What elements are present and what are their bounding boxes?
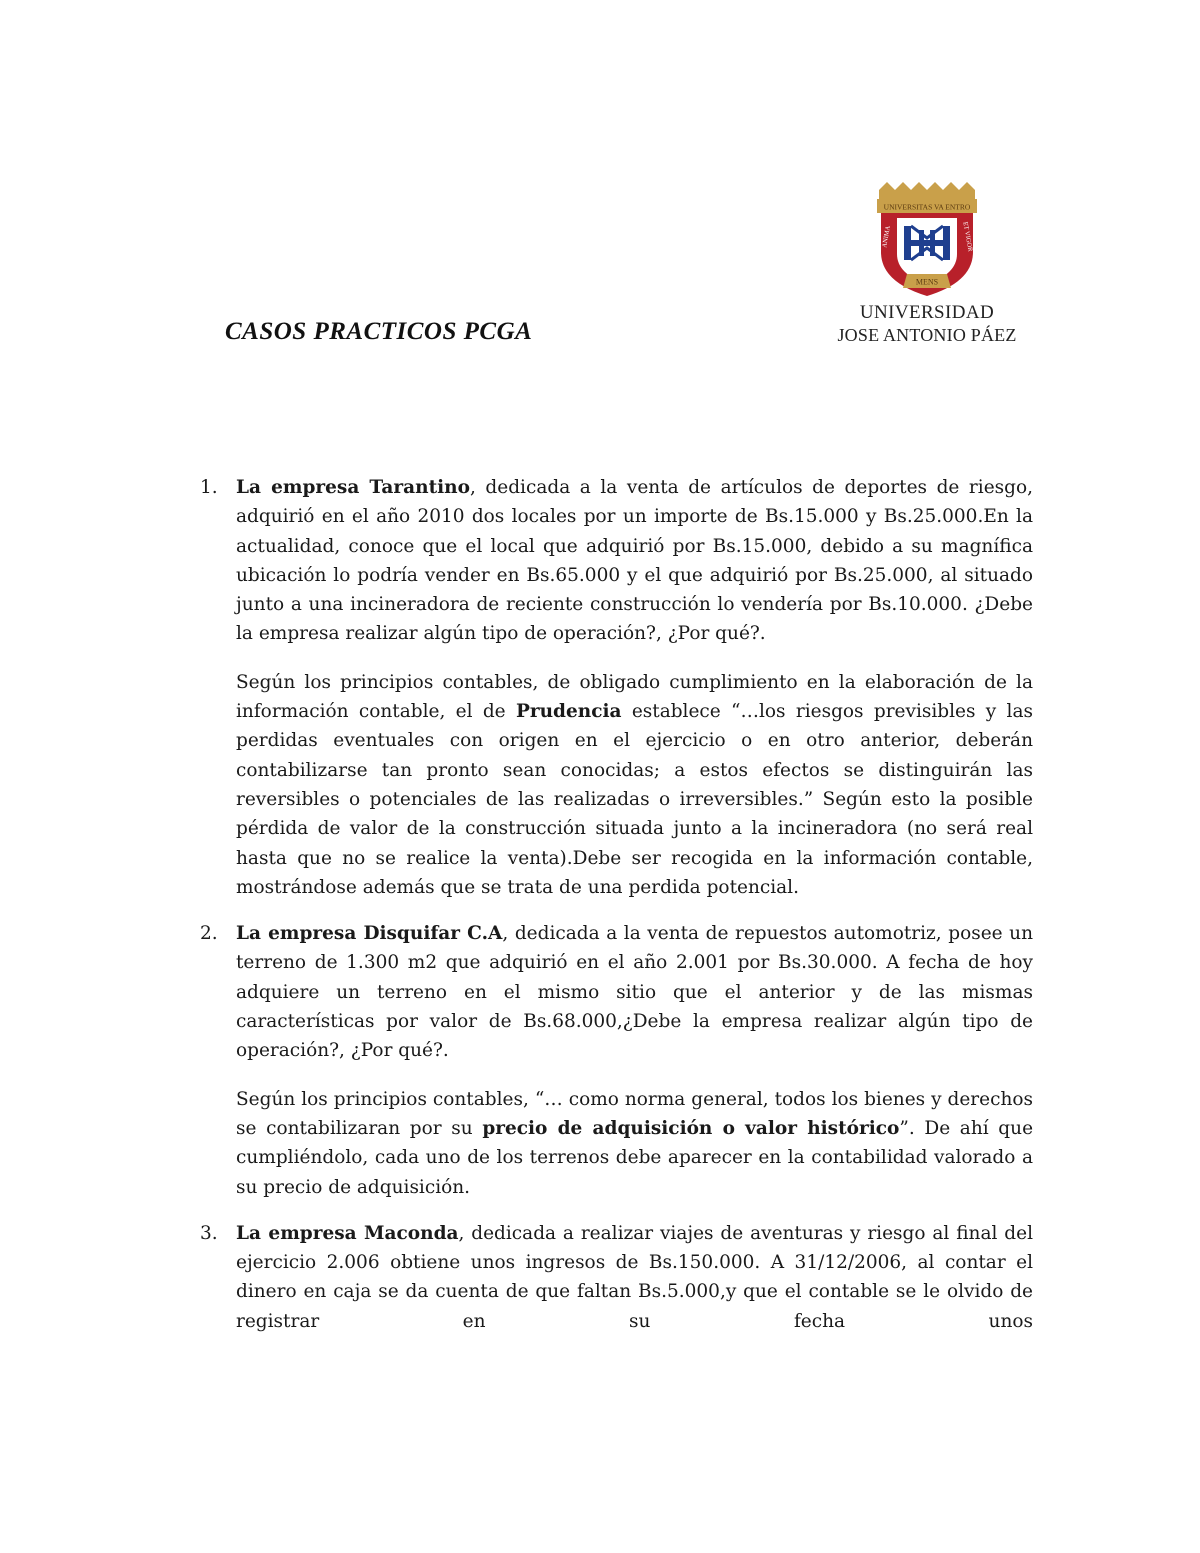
university-crest-icon bbox=[877, 182, 977, 300]
university-logo bbox=[822, 182, 1032, 352]
principle-name: precio de adquisición o valor histórico bbox=[482, 1117, 900, 1139]
svg-text:UNIVERSITAS VA ENTRO: UNIVERSITAS VA ENTRO bbox=[883, 202, 971, 212]
case-question bbox=[236, 473, 1033, 649]
case-item bbox=[0, 919, 1200, 1202]
principle-name: Prudencia bbox=[515, 701, 622, 723]
university-name-line1: UNIVERSIDAD bbox=[859, 302, 995, 323]
case-answer: Según los principios contables, de obligado cumplimiento en la elaboración de la información contable, el de Prudencia establece “…los riesgos previsibles y las perdidas eventuales con origen en el ejercicio o en otro anterior, deberán contabilizarse tan pronto sean conocidas; a estos efectos se distinguirán las reversibles o potenciales de las realizadas o irreversibles.” Según esto la posible pérdida de valor de la construcción situada junto a la incineradora (no será real hasta que no se realice la venta).Debe ser recogida en la información contable, mostrándose además que se trata de una perdida potencial. bbox=[236, 671, 1033, 898]
case-number: 2. bbox=[200, 923, 218, 945]
cases-list bbox=[0, 473, 1200, 1353]
svg-text:ET VIGOR: ET VIGOR bbox=[961, 221, 974, 253]
svg-text:MENS: MENS bbox=[915, 277, 939, 287]
case-question-text: , dedicada a la venta de repuestos automotriz, posee un terreno de 1.300 m2 que adquirió en el año 2.001 por Bs.30.000. A fecha de hoy adquiere un terreno en el mismo sitio que el anterior y de las mismas características por valor de Bs.68.000,¿Debe la empresa realizar algún tipo de operación?, ¿Por qué?. bbox=[236, 923, 1033, 1062]
university-name-line2: JOSE ANTONIO PÁEZ bbox=[837, 325, 1017, 345]
svg-text:ANIMA: ANIMA bbox=[881, 225, 892, 249]
case-question bbox=[236, 1219, 1033, 1336]
case-question-text: , dedicada a realizar viajes de aventuras y riesgo al final del ejercicio 2.006 obtiene unos ingresos de Bs.150.000. A 31/12/2006, al contar el dinero en caja se da cuenta de que faltan Bs.5.000,y que el contable se le olvido de registrar en su fecha unos bbox=[236, 1222, 1033, 1332]
case-item bbox=[0, 473, 1200, 902]
case-number: 1. bbox=[200, 477, 218, 498]
company-name: La empresa Disquifar C.A bbox=[236, 923, 503, 945]
case-question-text: , dedicada a la venta de artículos de deportes de riesgo, adquirió en el año 2010 dos locales por un importe de Bs.15.000 y Bs.25.000.En la actualidad, conoce que el local que adquirió por Bs.15.000, debido a su magnífica ubicación lo podría vender en Bs.65.000 y el que adquirió por Bs.25.000, al situado junto a una incineradora de reciente construcción lo vendería por Bs.10.000. ¿Debe la empresa realizar algún tipo de operación?, ¿Por qué?. bbox=[236, 477, 1033, 645]
company-name: La empresa Maconda bbox=[236, 1222, 459, 1244]
case-number: 3. bbox=[200, 1222, 218, 1244]
case-answer: Según los principios contables, “… como norma general, todos los bienes y derechos se contabilizaran por su precio de adquisición o valor histórico”. De ahí que cumpliéndolo, cada uno de los terrenos debe aparecer en la contabilidad valorado a su precio de adquisición. bbox=[236, 1088, 1034, 1198]
company-name: La empresa Tarantino bbox=[236, 477, 470, 498]
case-question bbox=[236, 919, 1033, 1065]
case-item bbox=[0, 1219, 1200, 1336]
document-title: CASOS PRACTICOS PCGA bbox=[225, 318, 533, 345]
